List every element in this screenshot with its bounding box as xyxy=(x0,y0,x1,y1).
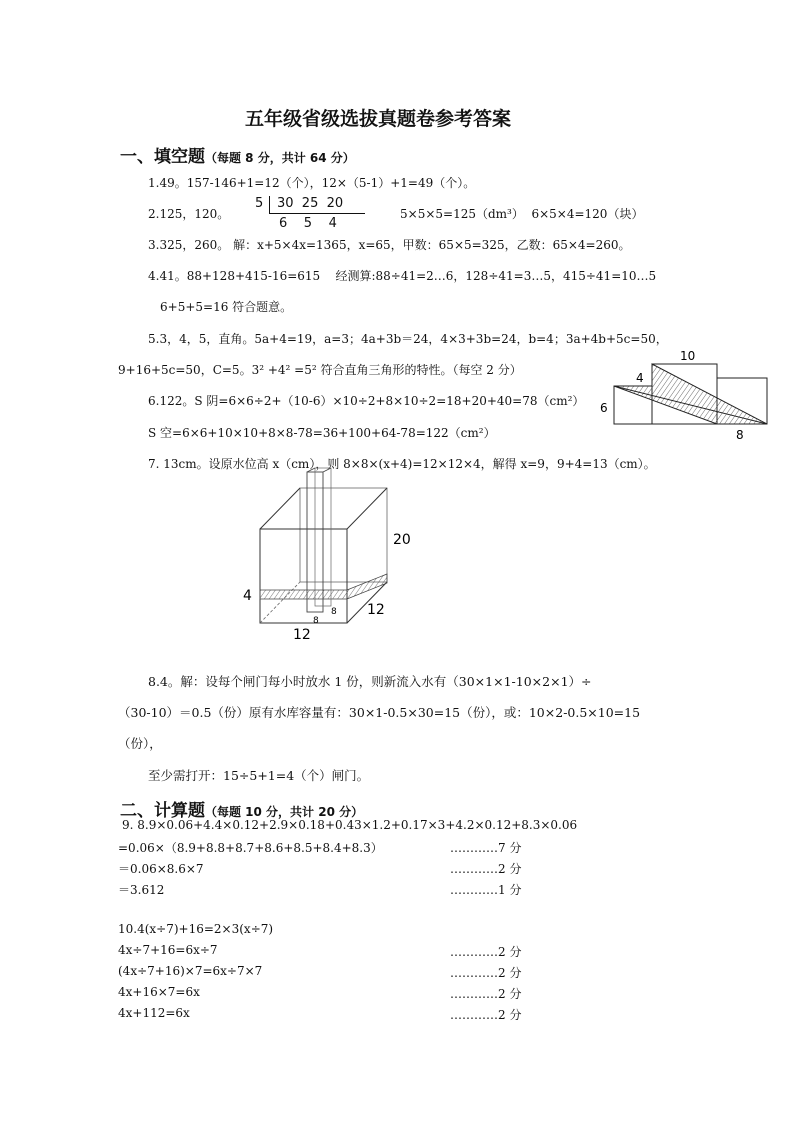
answer-q8-line3: （份）， xyxy=(118,736,162,751)
answer-q4-line2: 6+5+5=16 符合题意。 xyxy=(160,300,293,314)
page-title: 五年级省级选拔真题卷参考答案 xyxy=(245,108,512,130)
q9-score: …………7 分 xyxy=(450,841,522,855)
short-division xyxy=(255,194,365,234)
q10-score: …………2 分 xyxy=(450,987,522,1001)
q10-score: …………2 分 xyxy=(450,1008,522,1022)
label-8-bottom: 8 xyxy=(313,616,319,626)
q10-line: 4x+16×7=6x xyxy=(118,985,200,999)
division-bracket-line xyxy=(269,196,270,214)
q9-score: …………1 分 xyxy=(450,883,522,897)
q9-line: ＝3.612 xyxy=(118,883,165,897)
answer-q2-values: 2.125，120。 xyxy=(148,207,230,221)
division-divisor: 5 xyxy=(255,196,264,211)
answer-q6-line1: 6.122。S 阴=6×6÷2+（10-6）×10÷2+8×10÷2=18+20+40=78（cm²） xyxy=(148,394,585,408)
section1-note: （每题 8 分，共计 64 分） xyxy=(205,151,355,165)
label-20: 20 xyxy=(393,532,411,548)
q10-score: …………2 分 xyxy=(450,945,522,959)
answer-q3: 3.325，260。 解：x+5×4x=1365，x=65，甲数：65×5=325，乙数：65×4=260。 xyxy=(148,238,631,252)
answer-q8-line1: 8.4。解：设每个闸门每小时放水 1 份，则新流入水有（30×1×1-10×2×1）÷ xyxy=(148,674,592,689)
q9-line: 9. 8.9×0.06+4.4×0.12+2.9×0.18+0.43×1.2+0.17×3+4.2×0.12+8.3×0.06 xyxy=(122,818,578,832)
section2-title: 二、计算题 xyxy=(120,801,205,821)
label-8-side: 8 xyxy=(331,607,337,617)
cube-figure xyxy=(235,466,435,646)
label-8: 8 xyxy=(736,428,744,442)
cube-edge-tl xyxy=(260,488,300,529)
answer-q2-volume: 5×5×5=125（dm³） 6×5×4=120（块） xyxy=(400,207,644,221)
division-underline xyxy=(269,213,365,214)
label-4: 4 xyxy=(636,371,644,385)
cube-edge-bl xyxy=(260,582,300,623)
label-6: 6 xyxy=(600,401,608,415)
answer-q1: 1.49。157-146+1=12（个），12×（5-1）+1=49（个）。 xyxy=(148,176,476,190)
answer-q4-line1: 4.41。88+128+415-16=615 经测算:88÷41=2…6，128÷41=3…5，415÷41=10…5 xyxy=(148,269,657,283)
section1-heading xyxy=(120,142,355,167)
label-12-bottom: 12 xyxy=(293,627,311,643)
rod-top-edge2 xyxy=(323,468,331,472)
division-row1: 30 25 20 xyxy=(277,196,344,211)
q10-line: 10.4(x÷7)+16=2×3(x÷7) xyxy=(118,922,274,936)
section2-note: （每题 10 分，共计 20 分） xyxy=(205,805,364,819)
answer-q7: 7. 13cm。设原水位高 x（cm），则 8×8×(x+4)=12×12×4，解得 x=9，9+4=13（cm）。 xyxy=(148,457,656,471)
squares-figure xyxy=(598,346,773,446)
label-4: 4 xyxy=(243,588,252,604)
q9-line: =0.06×（8.9+8.8+8.7+8.6+8.5+8.4+8.3） xyxy=(118,841,383,855)
rod-top-edge xyxy=(307,468,315,472)
division-row2: 6 5 4 xyxy=(279,216,337,231)
answer-q6-line2: S 空=6×6+10×10+8×8-78=36+100+64-78=122（cm²） xyxy=(148,426,496,440)
answer-q5-line2: 9+16+5c=50，C=5。3² +4² =5² 符合直角三角形的特性。（每空 2 分） xyxy=(118,363,522,377)
q10-line: 4x+112=6x xyxy=(118,1006,190,1020)
q9-score: …………2 分 xyxy=(450,862,522,876)
label-10: 10 xyxy=(680,349,696,363)
answer-q8-line4: 至少需打开：15÷5+1=4（个）闸门。 xyxy=(148,768,370,783)
answer-q8-line2: （30-10）＝0.5（份）原有水库容量有：30×1-0.5×30=15（份），或：10×2-0.5×10=15 xyxy=(118,705,641,720)
label-12-side: 12 xyxy=(367,602,385,618)
water-level-band xyxy=(260,574,387,599)
cube-back-face xyxy=(300,488,387,582)
section1-title: 一、填空题 xyxy=(120,147,205,167)
cube-edge-tr xyxy=(347,488,387,529)
q9-line: ＝0.06×8.6×7 xyxy=(118,862,204,876)
q10-line: 4x÷7+16=6x÷7 xyxy=(118,943,218,957)
q10-score: …………2 分 xyxy=(450,966,522,980)
answer-q5-line1: 5.3，4，5，直角。5a+4=19，a=3；4a+3b＝24，4×3+3b=24，b=4；3a+4b+5c=50， xyxy=(148,332,668,346)
q10-line: (4x÷7+16)×7=6x÷7×7 xyxy=(118,964,263,978)
